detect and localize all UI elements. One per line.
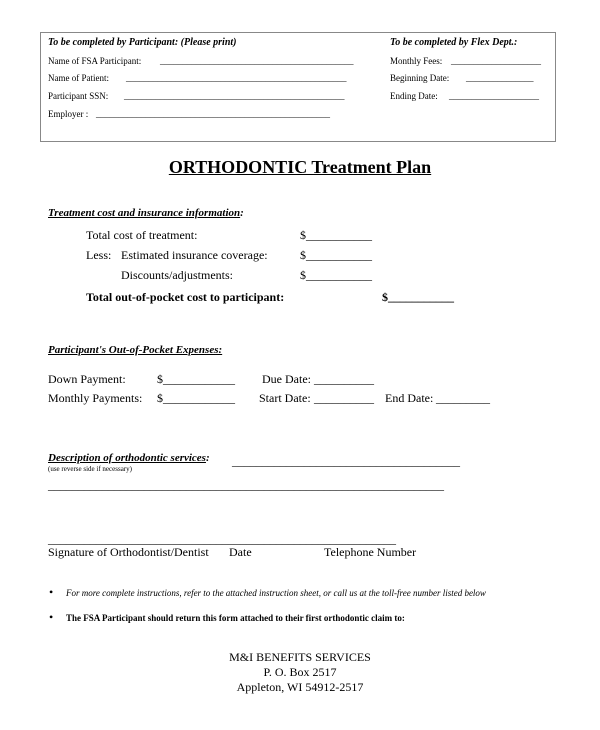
- services-note: (use reverse side if necessary): [48, 465, 132, 473]
- due-date-label: Due Date:: [262, 372, 311, 386]
- monthly-payments-label: Monthly Payments:: [48, 391, 143, 405]
- start-date-label: Start Date:: [259, 391, 311, 405]
- beginning-date-field[interactable]: _______________: [466, 73, 534, 83]
- discounts-label: Discounts/adjustments:: [121, 268, 233, 282]
- fsa-participant-label: Name of FSA Participant:: [48, 56, 142, 66]
- telephone-label: Telephone Number: [324, 545, 417, 559]
- end-date-label: End Date:: [385, 391, 434, 405]
- due-date-field[interactable]: __________: [314, 372, 374, 386]
- discounts-field[interactable]: $___________: [300, 268, 372, 282]
- beginning-date-label: Beginning Date:: [390, 73, 450, 83]
- page-title: ORTHODONTIC Treatment Plan: [168, 157, 432, 177]
- monthly-payments-field[interactable]: $____________: [157, 391, 235, 405]
- down-payment-label: Down Payment:: [48, 372, 126, 386]
- ending-date-label: Ending Date:: [390, 91, 438, 101]
- signature-date-label: Date: [229, 545, 252, 559]
- fsa-participant-field[interactable]: ___________________________________________: [160, 56, 354, 66]
- bullet-icon: •: [49, 585, 54, 599]
- treatment-heading-colon: :: [240, 207, 244, 219]
- start-date-field[interactable]: __________: [314, 391, 374, 405]
- out-of-pocket-field[interactable]: $___________: [382, 290, 454, 304]
- end-date-field[interactable]: _________: [436, 391, 490, 405]
- header-box: [40, 32, 556, 142]
- total-cost-label: Total cost of treatment:: [86, 228, 198, 242]
- down-payment-field[interactable]: $____________: [157, 372, 235, 386]
- flex-heading: To be completed by Flex Dept.:: [390, 37, 518, 48]
- participant-ssn-label: Participant SSN:: [48, 91, 109, 101]
- treatment-heading: [48, 207, 244, 219]
- bullet-icon: •: [49, 610, 54, 624]
- services-line-1[interactable]: ______________________________________: [232, 454, 460, 468]
- services-line-2[interactable]: __________________________________________________________________: [48, 478, 444, 492]
- orthodontist-signature-label: Signature of Orthodontist/Dentist: [48, 545, 209, 559]
- participant-ssn-field[interactable]: _________________________________________________: [124, 91, 345, 101]
- out-of-pocket-label: Total out-of-pocket cost to participant:: [86, 290, 285, 304]
- total-cost-field[interactable]: $___________: [300, 228, 372, 242]
- insurance-coverage-label: Estimated insurance coverage:: [121, 248, 268, 262]
- patient-name-label: Name of Patient:: [48, 73, 109, 83]
- monthly-fees-label: Monthly Fees:: [390, 56, 443, 66]
- po-box: P. O. Box 2517: [263, 665, 337, 679]
- monthly-fees-field[interactable]: ____________________: [451, 56, 541, 66]
- patient-name-field[interactable]: _________________________________________________: [126, 73, 347, 83]
- signature-line[interactable]: __________________________________________________________: [48, 532, 396, 546]
- instructions-note: For more complete instructions, refer to the attached instruction sheet, or call us at the toll-free number listed below: [66, 588, 486, 598]
- insurance-coverage-field[interactable]: $___________: [300, 248, 372, 262]
- employer-label: Employer :: [48, 109, 89, 119]
- services-heading-colon: :: [205, 452, 210, 464]
- expenses-heading: Participant's Out-of-Pocket Expenses:: [48, 344, 223, 356]
- company-name: M&I BENEFITS SERVICES: [229, 650, 371, 664]
- services-heading-text: Description of orthodontic services: [48, 452, 206, 464]
- city-state-zip: Appleton, WI 54912-2517: [236, 680, 364, 694]
- less-label: Less:: [86, 248, 112, 262]
- services-heading: [48, 452, 210, 464]
- ending-date-field[interactable]: ____________________: [449, 91, 539, 101]
- employer-field[interactable]: ____________________________________________________: [96, 109, 330, 119]
- treatment-heading-text: Treatment cost and insurance information: [48, 207, 241, 219]
- return-note: The FSA Participant should return this form attached to their first orthodontic claim to:: [66, 613, 405, 623]
- participant-heading: To be completed by Participant: (Please print): [48, 37, 237, 48]
